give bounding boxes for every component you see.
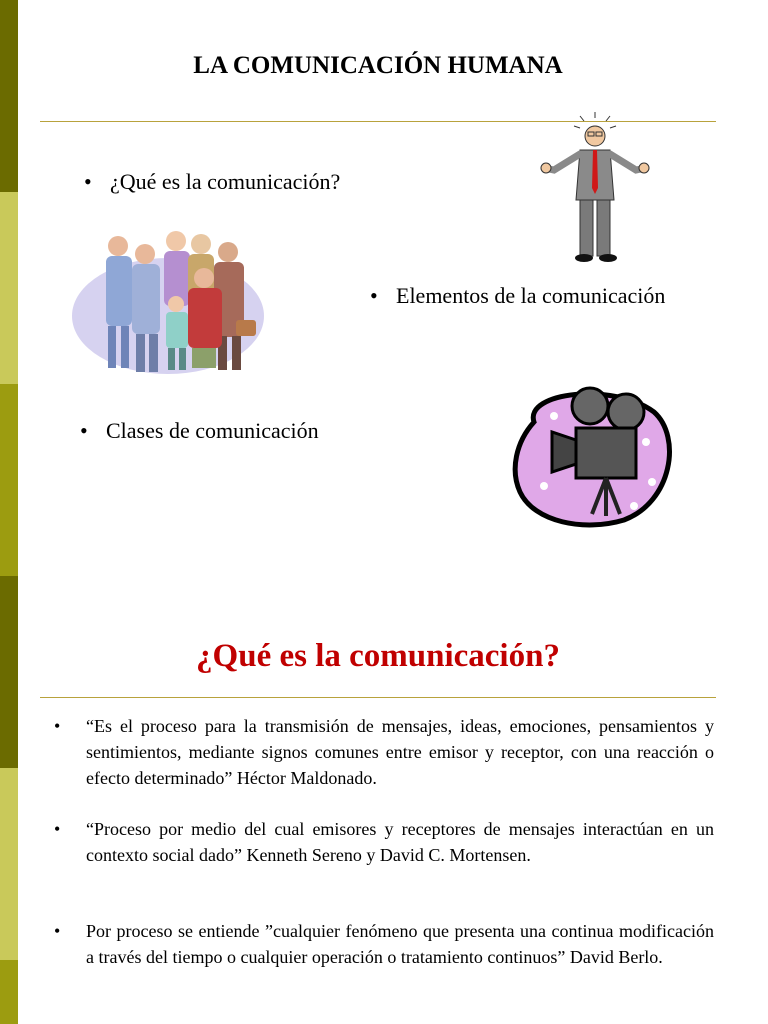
quote-bullet: • [54, 819, 61, 839]
bullet-elementos: • Elementos de la comunicación [370, 283, 666, 308]
decor-stripe-6 [0, 960, 18, 1024]
people-group-clipart-icon [68, 226, 268, 384]
decor-stripe-5 [0, 768, 18, 960]
bullet-elementos-text: Elementos de la comunicación [396, 283, 666, 308]
quote-maldonado [54, 713, 714, 791]
decor-stripe-4 [0, 576, 18, 768]
quote-berlo-text: Por proceso se entiende ”cualquier fenómeno que presenta una continua modificación a través del tiempo o cualquier operación o tratamiento continuos” David Berlo. [86, 921, 714, 967]
bullet-clases-text: Clases de comunicación [106, 418, 319, 443]
slide-1-title: LA COMUNICACIÓN HUMANA [193, 52, 563, 79]
movie-camera-clipart-icon [504, 382, 680, 530]
decor-stripe-3 [0, 384, 18, 576]
decor-stripe-2 [0, 192, 18, 384]
bullet-que-es-text: ¿Qué es la comunicación? [110, 169, 341, 194]
quote-bullet: • [54, 716, 61, 736]
slide-2-title: ¿Qué es la comunicación? [196, 638, 560, 674]
decor-stripe-1 [0, 0, 18, 192]
slide-1 [18, 0, 768, 580]
quote-sereno-mortensen [54, 816, 714, 868]
slide-2-divider [40, 697, 716, 698]
shrugging-man-clipart-icon [540, 110, 650, 266]
quote-bullet: • [54, 921, 61, 941]
quote-berlo [54, 918, 714, 970]
quote-maldonado-text: “Es el proceso para la transmisión de mensajes, ideas, emociones, pensamientos y sentimientos, mediante signos comunes entre emisor y receptor, con una reacción o efecto determinado” Héctor Maldonado. [86, 716, 714, 788]
bullet-clases: • Clases de comunicación [80, 418, 319, 443]
quote-sereno-mortensen-text: “Proceso por medio del cual emisores y receptores de mensajes interactúan en un contexto social dado” Kenneth Sereno y David C. Mortensen. [86, 819, 714, 865]
bullet-que-es: • ¿Qué es la comunicación? [84, 169, 341, 194]
